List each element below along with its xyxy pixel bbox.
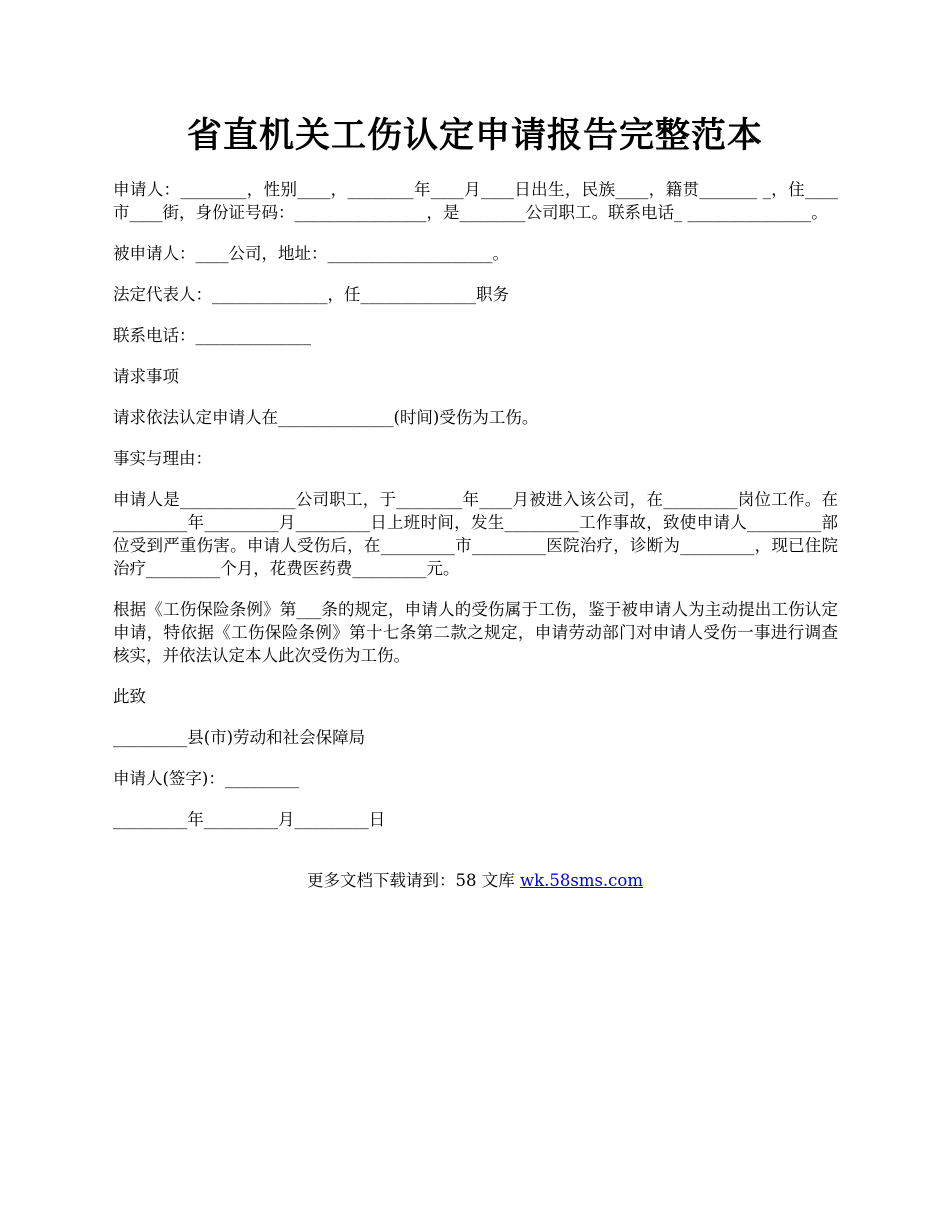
applicant-signature-line: 申请人(签字)：_________ (113, 769, 300, 788)
request-items-heading: 请求事项 (113, 367, 179, 386)
date-line: _________年_________月_________日 (113, 810, 386, 829)
facts-paragraph: 申请人是______________公司职工，于________年____月被进入该公司，在_________岗位工作。在_________年_________月_________日上班时间，发生_________工作事故，致使申请人_________部位受到严重伤害。申请人受伤后，在_________市_________医院治疗，诊断为_________，现已住院治疗_________个月，花费医药费_________元。 (113, 490, 838, 578)
footer-prefix: 更多文档下载请到：58 文库 (306, 871, 520, 890)
contact-phone-paragraph: 联系电话：______________ (113, 326, 311, 345)
addressee: _________县(市)劳动和社会保障局 (113, 728, 366, 747)
applicant-info-paragraph: 申请人：________，性别____，________年____月____日出生，民族____，籍贯_______ _，住____市____街，身份证号码：________________，是________公司职工。联系电话_ _______________。 (113, 180, 838, 222)
footer-link[interactable]: wk.58sms.com (519, 871, 643, 890)
facts-reasons-heading: 事实与理由： (113, 449, 212, 468)
respondent-info-paragraph: 被申请人：____公司，地址：____________________。 (113, 244, 509, 263)
document-body (113, 178, 838, 849)
document-title: 省直机关工伤认定申请报告完整范本 (186, 115, 763, 156)
salutation: 此致 (113, 687, 146, 706)
legal-basis-paragraph: 根据《工伤保险条例》第___条的规定，申请人的受伤属于工伤，鉴于被申请人为主动提出工伤认定申请，特依据《工伤保险条例》第十七条第二款之规定，申请劳动部门对申请人受伤一事进行调查核实，并依法认定本人此次受伤为工伤。 (113, 600, 838, 665)
legal-representative-paragraph: 法定代表人：______________，任______________职务 (113, 285, 509, 304)
download-footer (0, 869, 950, 892)
request-paragraph: 请求依法认定申请人在______________(时间)受伤为工伤。 (113, 408, 539, 427)
